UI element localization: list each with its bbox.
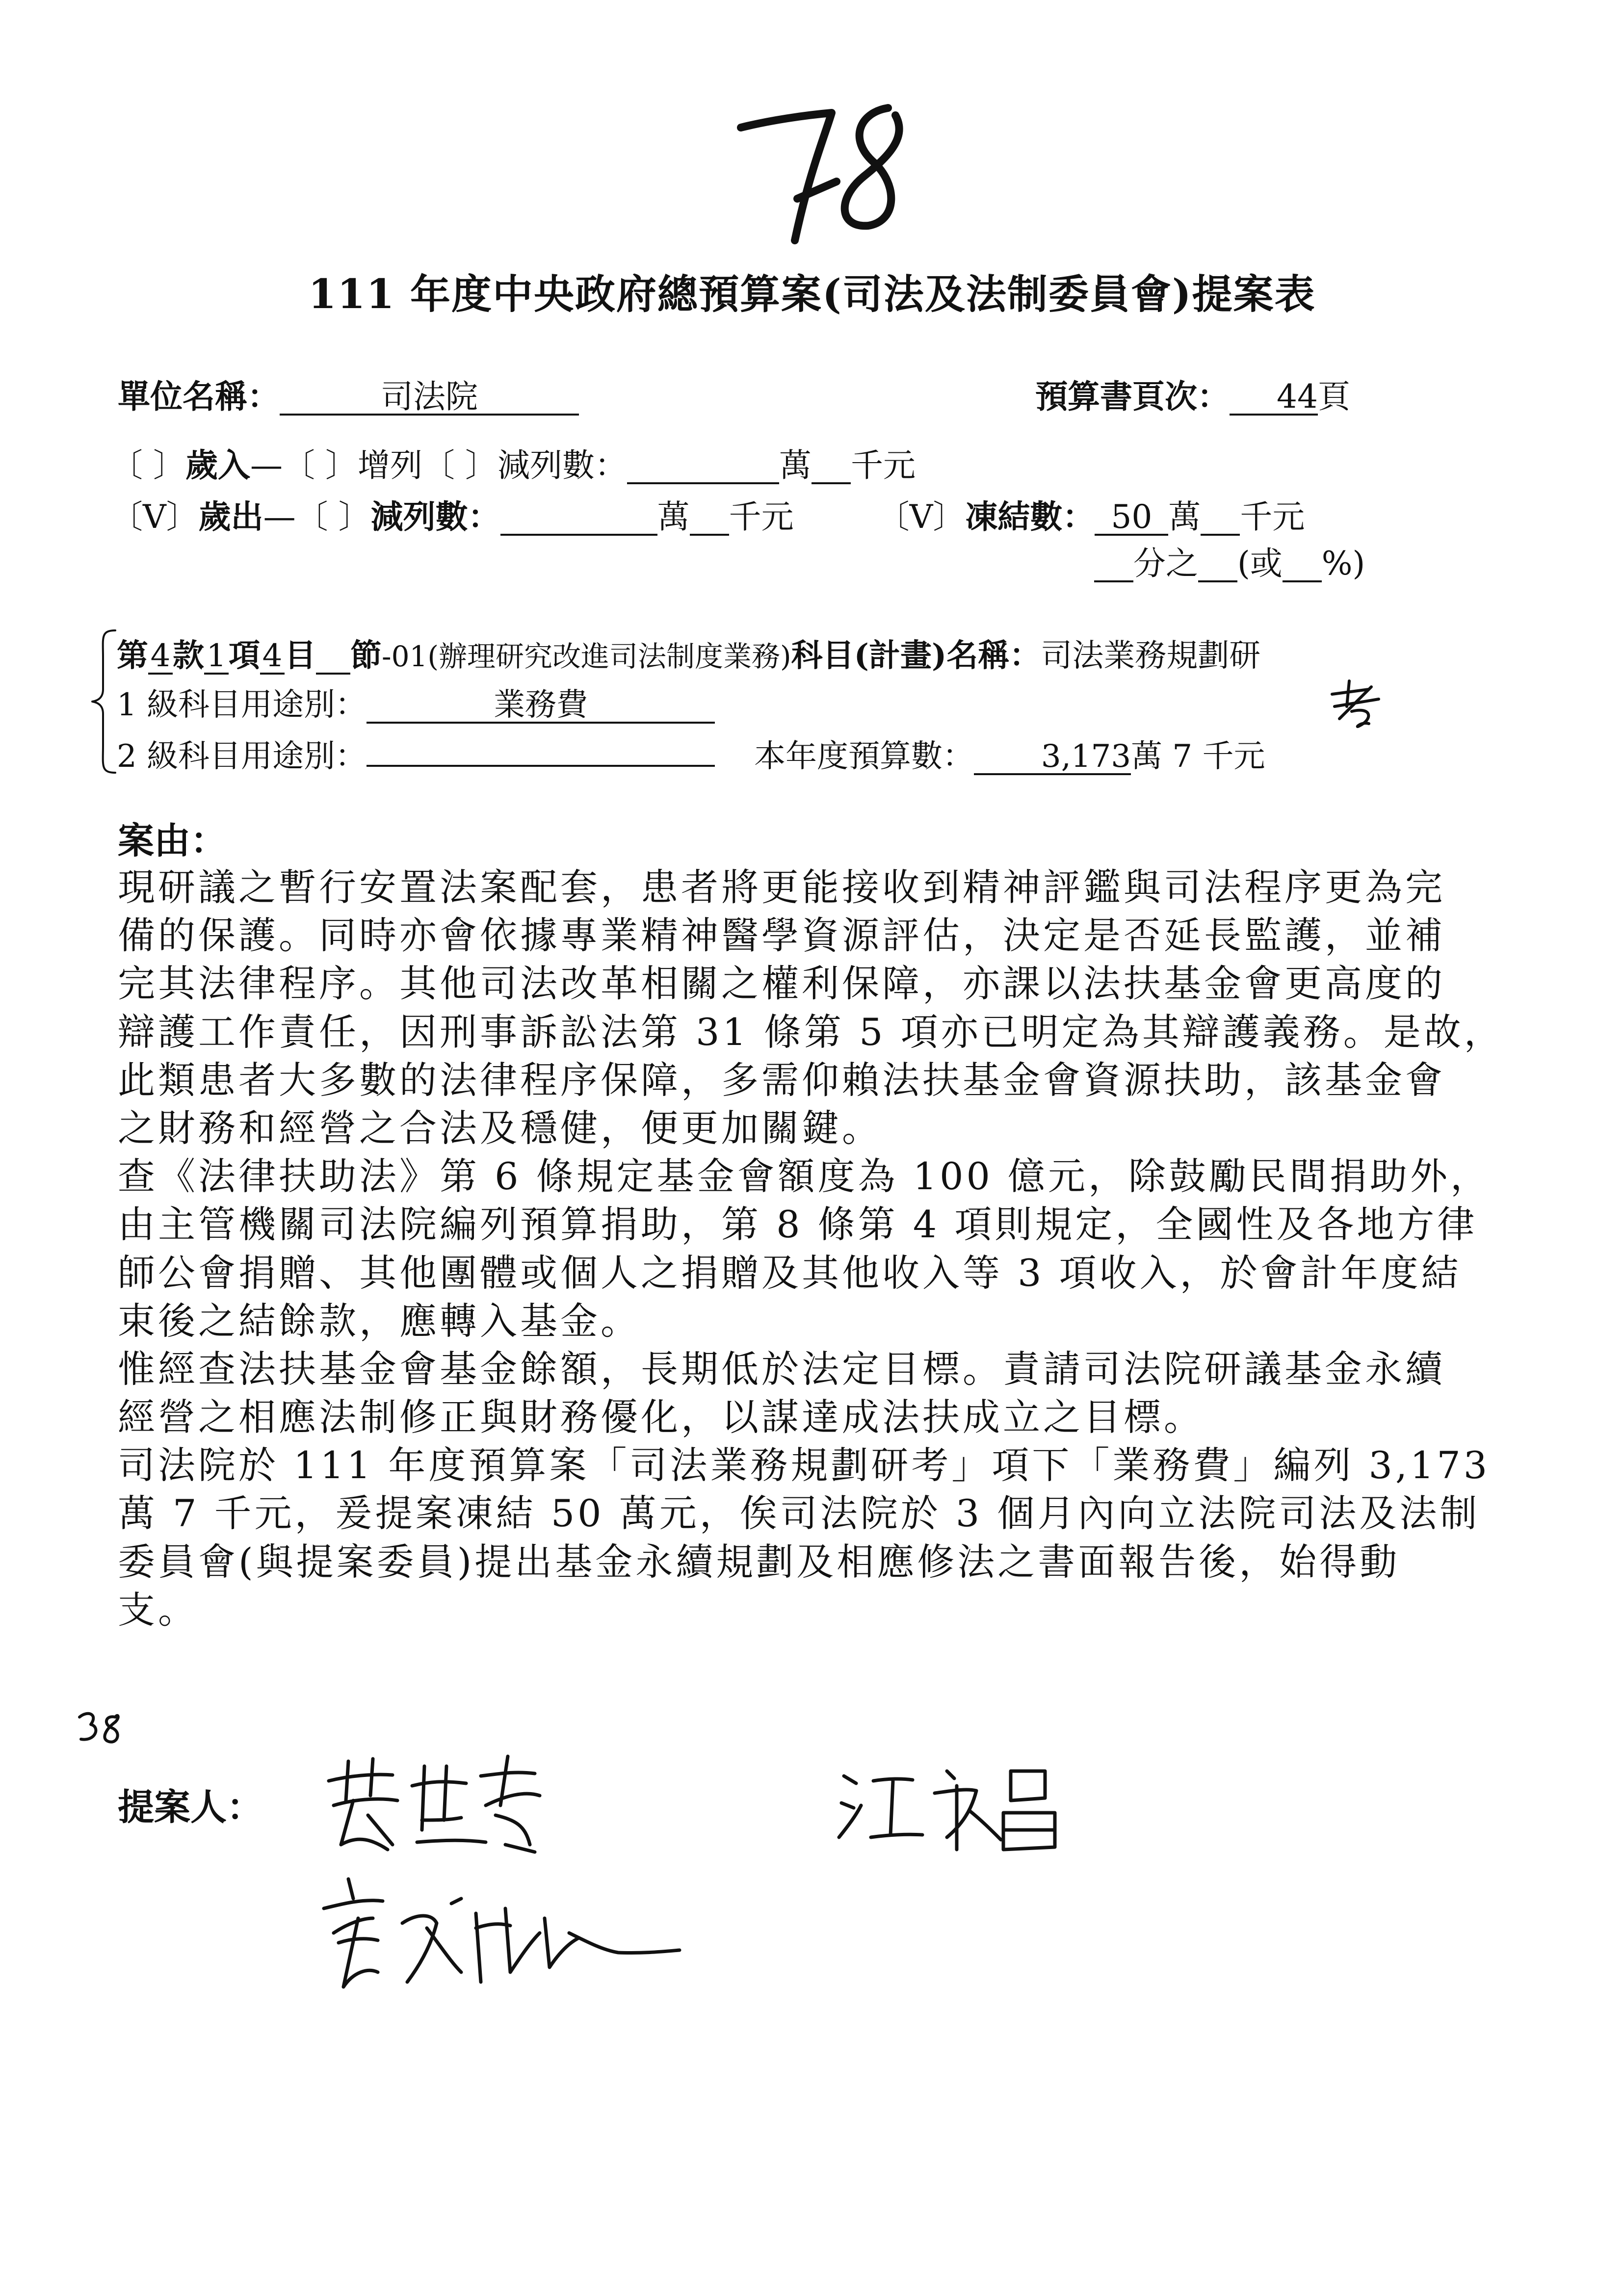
level1-value: 業務費 bbox=[367, 689, 715, 724]
page-title: 111 年度中央政府總預算案(司法及法制委員會)提案表 bbox=[308, 271, 1316, 318]
unit-label: 單位名稱： bbox=[118, 377, 280, 416]
reason-heading: 案由： bbox=[118, 820, 227, 862]
expenditure-qian: 千元 bbox=[729, 498, 794, 536]
budget-page-suffix: 頁 bbox=[1318, 378, 1350, 416]
revenue-qian: 千元 bbox=[850, 446, 916, 484]
section-mu-label: 目 bbox=[285, 637, 316, 674]
signature-1 bbox=[319, 1747, 545, 1864]
revenue-line bbox=[110, 439, 916, 486]
revenue-label: 歲入 bbox=[185, 446, 250, 484]
fraction-part1: 分之 bbox=[1133, 545, 1198, 582]
reason-line: 支。 bbox=[118, 1588, 198, 1632]
reason-paragraph-1 bbox=[118, 863, 1550, 1152]
revenue-wan: 萬 bbox=[779, 446, 812, 484]
reason-line: 由主管機關司法院編列預算捐助，第 8 條第 4 項則規定，全國性及各地方律 bbox=[118, 1202, 1478, 1247]
freeze-label: 凍結數： bbox=[965, 497, 1095, 536]
section-di: 第 bbox=[117, 637, 148, 674]
reason-line: 之財務和經營之合法及穩健，便更加關鍵。 bbox=[118, 1106, 882, 1150]
reason-line: 查《法律扶助法》第 6 條規定基金會額度為 100 億元，除鼓勵民間捐助外， bbox=[118, 1154, 1491, 1199]
reason-line: 束後之結餘款，應轉入基金。 bbox=[118, 1299, 641, 1343]
revenue-checkbox: 〔 〕 bbox=[110, 446, 185, 484]
section-kuan: 4 bbox=[148, 640, 173, 675]
section-suffix: -01(辦理研究改進司法制度業務) bbox=[382, 640, 791, 673]
handwritten-number bbox=[726, 93, 932, 255]
fraction-line bbox=[1094, 537, 1365, 584]
reason-line: 現研議之暫行安置法案配套，患者將更能接收到精神評鑑與司法程序更為完 bbox=[118, 865, 1445, 909]
reason-line: 師公會捐贈、其他團體或個人之捐贈及其他收入等 3 項收入，於會計年度結 bbox=[118, 1251, 1462, 1295]
reason-line: 辯護工作責任，因刑事訴訟法第 31 條第 5 項亦已明定為其辯護義務。是故， bbox=[118, 1010, 1504, 1054]
reason-line: 備的保護。同時亦會依據專業精神醫學資源評估，決定是否延長監護，並補 bbox=[118, 913, 1445, 958]
freeze-value: 50 bbox=[1095, 500, 1168, 536]
annual-budget-suffix: 萬 7 千元 bbox=[1131, 738, 1265, 775]
signature-2 bbox=[834, 1756, 1079, 1854]
expenditure-label: 歲出 bbox=[198, 497, 263, 536]
level2-value bbox=[367, 765, 715, 767]
reason-line: 司法院於 111 年度預算案「司法業務規劃研考」項下「業務費」編列 3,173 bbox=[118, 1443, 1491, 1487]
section-jie-label: 節 bbox=[350, 637, 382, 674]
section-xiang-label: 項 bbox=[229, 637, 260, 674]
expenditure-wan: 萬 bbox=[657, 498, 690, 536]
cut-label: 減列數： bbox=[370, 497, 500, 536]
reason-body bbox=[118, 863, 1550, 1634]
handwritten-continuation bbox=[1325, 677, 1388, 731]
reason-paragraph-4 bbox=[118, 1441, 1550, 1634]
budget-page-value: 44 bbox=[1230, 380, 1318, 416]
proposer-label: 提案人： bbox=[118, 1786, 263, 1828]
signature-3 bbox=[314, 1869, 687, 2007]
reason-paragraph-2 bbox=[118, 1152, 1550, 1345]
reason-line: 委員會(與提案委員)提出基金永續規劃及相應修法之書面報告後，始得動 bbox=[118, 1539, 1400, 1584]
level1-line bbox=[117, 679, 715, 725]
section-bracket bbox=[88, 628, 118, 775]
handwritten-margin-text: 38 bbox=[74, 1702, 75, 1703]
subject-label: 科目(計畫)名稱： bbox=[791, 637, 1041, 674]
subject-value: 司法業務規劃研 bbox=[1041, 638, 1261, 674]
annual-budget-label: 本年度預算數： bbox=[754, 738, 974, 775]
reason-paragraph-3 bbox=[118, 1345, 1550, 1441]
fraction-part3: %) bbox=[1321, 545, 1365, 582]
level2-line bbox=[117, 731, 1265, 776]
unit-line bbox=[118, 370, 579, 417]
level2-label: 2 級科目用途別： bbox=[117, 738, 367, 775]
reason-line: 惟經查法扶基金會基金餘額，長期低於法定目標。責請司法院研議基金永續 bbox=[118, 1347, 1445, 1391]
revenue-options: —〔 〕增列〔 〕減列數： bbox=[250, 446, 627, 484]
reason-line: 萬 7 千元，爰提案凍結 50 萬元，俟司法院於 3 個月內向立法院司法及法制 bbox=[118, 1491, 1480, 1536]
handwritten-margin-number bbox=[74, 1702, 128, 1756]
expenditure-options: —〔 〕 bbox=[263, 498, 371, 536]
handwritten-number-text: 78 bbox=[726, 93, 727, 94]
budget-page-line bbox=[1035, 370, 1350, 417]
reason-line: 經營之相應法制修正與財務優化，以謀達成法扶成立之目標。 bbox=[118, 1395, 1204, 1439]
expenditure-line bbox=[110, 491, 1305, 537]
annual-budget-value: 3,173 bbox=[974, 740, 1131, 775]
section-xiang: 1 bbox=[204, 640, 229, 675]
freeze-wan: 萬 bbox=[1168, 498, 1201, 536]
budget-page-label: 預算書頁次： bbox=[1035, 377, 1230, 416]
reason-line: 此類患者大多數的法律程序保障，多需仰賴法扶基金會資源扶助，該基金會 bbox=[118, 1058, 1445, 1102]
expenditure-checkbox: 〔V〕 bbox=[110, 498, 199, 536]
section-line bbox=[117, 630, 1260, 676]
unit-value: 司法院 bbox=[280, 380, 579, 416]
level1-label: 1 級科目用途別： bbox=[117, 687, 367, 723]
freeze-qian: 千元 bbox=[1240, 498, 1305, 536]
freeze-checkbox: 〔V〕 bbox=[877, 498, 966, 536]
fraction-part2: (或 bbox=[1237, 545, 1283, 582]
section-mu: 4 bbox=[260, 640, 285, 675]
reason-line: 完其法律程序。其他司法改革相關之權利保障，亦課以法扶基金會更高度的 bbox=[118, 962, 1445, 1006]
section-kuan-label: 款 bbox=[173, 637, 204, 674]
